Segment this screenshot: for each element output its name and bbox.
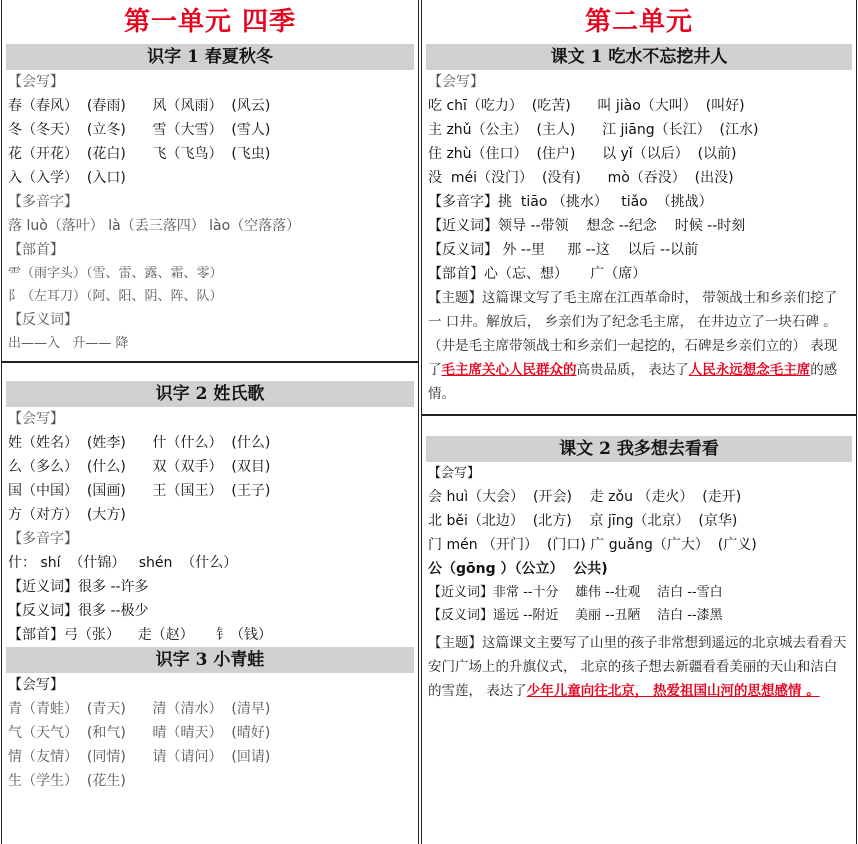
section-label: 【多音字】 bbox=[8, 194, 78, 210]
section-label: 【会写】 bbox=[8, 74, 64, 90]
word-line: 春（春风） (春雨) 风（风雨） (风云) bbox=[8, 98, 271, 114]
section-label: 【会写】 bbox=[428, 466, 481, 481]
theme-text: 高贵品质， 表达了 bbox=[576, 362, 689, 378]
theme-highlight: 少年儿童向往北京， 热爱祖国山河的思想感情 。 bbox=[526, 683, 820, 699]
word-line: 么（多么） (什么) 双（双手） (双目) bbox=[8, 459, 271, 475]
antonym-line: 【反义词】遥远 --附近 美丽 --丑陋 洁白 --漆黑 bbox=[428, 608, 723, 623]
lesson-title: 识字 3 小青蛙 bbox=[6, 647, 414, 673]
lesson2-body bbox=[2, 407, 418, 647]
word-line: 青（青蛙） (青天) 清（清水） (清早) bbox=[8, 701, 271, 717]
unit2-title: 第二单元 bbox=[584, 7, 693, 37]
section-label: 【会写】 bbox=[8, 411, 64, 427]
theme-text: 的感情。 bbox=[428, 362, 838, 402]
word-line: 主 zhǔ（公主） (主人) 江 jiāng（长江） (江水) bbox=[428, 122, 759, 138]
section-label: 【多音字】 bbox=[8, 531, 78, 547]
antonym-line: 出——入 升—— 降 bbox=[8, 336, 129, 351]
lesson1-body bbox=[422, 70, 856, 406]
antonym-line: 【反义词】 外 --里 那 --这 以后 --以前 bbox=[428, 242, 699, 258]
word-line: 气（天气） (和气) 晴（晴天） (晴好) bbox=[8, 725, 271, 741]
word-line-bold: 公（gōng ）（公立） 公共) bbox=[428, 561, 608, 577]
theme-text: 这篇课文写了毛主席在江西革命时， 带领战士和乡亲们挖了一 口井。解放后， 乡亲们为了纪念毛主席， 在井边立了一块石碑 。（井是毛主席带领战士和乡亲们一起挖的，石碑是乡亲们立的） 表现了 bbox=[428, 290, 838, 378]
synonym-line: 【近义词】非常 --十分 雄伟 --壮观 洁白 --雪白 bbox=[428, 585, 723, 600]
right-column bbox=[421, 0, 857, 844]
lesson-title: 课文 2 我多想去看看 bbox=[426, 436, 852, 462]
theme-highlight: 毛主席关心人民群众的 bbox=[441, 362, 577, 378]
lesson-title: 识字 1 春夏秋冬 bbox=[6, 44, 414, 70]
word-line: 吃 chī（吃力） (吃苦) 叫 jiào（大叫） (叫好) bbox=[428, 98, 745, 114]
lesson2-body bbox=[422, 462, 856, 703]
lesson1-body bbox=[2, 70, 418, 355]
word-line: 没 méi（没门） (没有) mò（吞没） (出没) bbox=[428, 170, 734, 186]
word-line: 北 běi（北边） (北方) 京 jīng（北京） (京华) bbox=[428, 513, 738, 529]
section-label: 【部首】 bbox=[8, 242, 64, 258]
word-line: 入（入学） (入口) bbox=[8, 170, 126, 186]
synonym-line: 【近义词】领导 --带领 想念 --纪念 时候 --时刻 bbox=[428, 218, 746, 234]
polyphone-line: 【多音字】挑 tiāo （挑水） tiǎo （挑战） bbox=[428, 194, 713, 210]
lesson-title: 识字 2 姓氏歌 bbox=[6, 381, 414, 407]
theme-label: 【主题】 bbox=[428, 290, 482, 306]
word-line: 冬（冬天） (立冬) 雪（大雪） (雪人) bbox=[8, 122, 271, 138]
left-column bbox=[1, 0, 419, 844]
section-label: 【会写】 bbox=[8, 677, 64, 693]
word-line: 方（对方） (大方) bbox=[8, 507, 126, 523]
theme-paragraph bbox=[422, 631, 856, 703]
polyphone-line: 什： shí （什锦） shén （什么） bbox=[8, 555, 238, 571]
word-line: 花（开花） (花白) 飞（飞鸟） (飞虫) bbox=[8, 146, 271, 162]
section-label: 【会写】 bbox=[428, 74, 484, 90]
synonym-line: 【近义词】很多 --许多 bbox=[8, 579, 149, 595]
theme-paragraph bbox=[422, 286, 856, 406]
radical-line: 【部首】弓（张） 走（赵） 钅（钱） bbox=[8, 627, 273, 643]
word-line: 生（学生） (花生) bbox=[8, 773, 126, 789]
word-line: 门 mén （开门） (门口) 广 guǎng（广大） (广义) bbox=[428, 537, 757, 553]
theme-highlight: 人民永远想念毛主席 bbox=[688, 362, 811, 378]
radical-line: 阝（左耳刀）（阿、阳、阴、阵、队） bbox=[8, 289, 223, 304]
theme-label: 【主题】 bbox=[428, 635, 482, 651]
word-line: 住 zhù（住口） (住户) 以 yǐ（以后） (以前) bbox=[428, 146, 737, 162]
lesson3-body bbox=[2, 673, 418, 793]
antonym-line: 【反义词】很多 --极少 bbox=[8, 603, 149, 619]
radical-line: 【部首】心（忘、想） 广（席） bbox=[428, 266, 647, 282]
section-label: 【反义词】 bbox=[8, 312, 78, 328]
polyphone-line: 落 luò（落叶） là（丢三落四） lào（空落落） bbox=[8, 218, 301, 234]
word-line: 情（友情） (同情) 请（请问） (回请) bbox=[8, 749, 271, 765]
radical-line: ⻗（雨字头）（雪、雷、露、霜、零） bbox=[8, 266, 223, 281]
unit1-title: 第一单元 四季 bbox=[123, 7, 297, 37]
word-line: 会 huì（大会） (开会) 走 zǒu （走火） (走开) bbox=[428, 489, 742, 505]
lesson-title: 课文 1 吃水不忘挖井人 bbox=[426, 44, 852, 70]
word-line: 姓（姓名） (姓李) 什（什么） (什么) bbox=[8, 435, 271, 451]
word-line: 国（中国） (国画) 王（国王） (王子) bbox=[8, 483, 271, 499]
theme-text: 这篇课文主要写了山里的孩子非常想到遥远的北京城去看看天安门广场上的升旗仪式， 北京的孩子想去新疆看看美丽的天山和洁白的雪莲， 表达了 bbox=[428, 635, 847, 699]
